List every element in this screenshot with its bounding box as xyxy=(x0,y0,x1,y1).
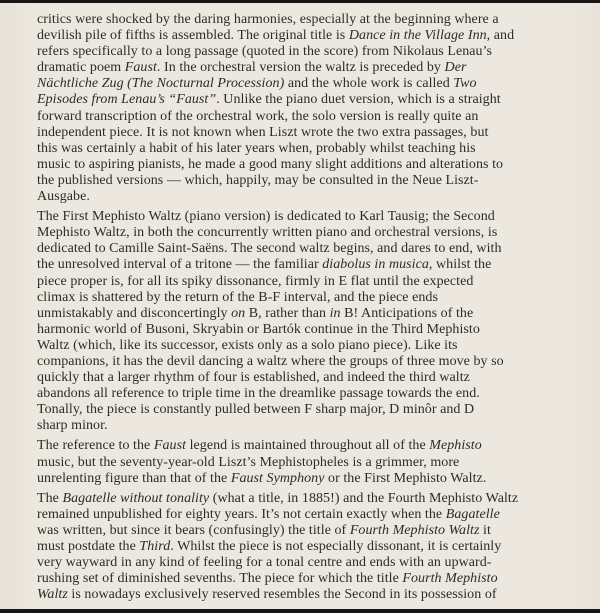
text-line: very wayward in any kind of feeling for a tonal centre and ends with an upward- xyxy=(37,555,492,571)
text-line: rushing set of diminished sevenths. The piece for which the title Fourth Mephisto xyxy=(37,571,498,587)
document-text xyxy=(37,12,574,607)
text-line: harmonic world of Busoni, Skryabin or Bartók continue in the Third Mephisto xyxy=(37,321,480,337)
paragraph xyxy=(37,438,574,486)
text-line: dedicated to Camille Saint-Saëns. The second waltz begins, and dares to end, with xyxy=(37,241,502,257)
text-line: music to aspiring pianists, he made a good many slight additions and alterations to xyxy=(37,156,504,172)
text-line: Waltz is nowadays exclusively reserved resembles the Second in its possession of xyxy=(37,587,497,603)
text-line: Nächtliche Zug (The Nocturnal Procession) and the whole work is called Two xyxy=(37,76,477,92)
text-line: was written, but since it bears (confusingly) the title of Fourth Mephisto Waltz it xyxy=(37,522,491,538)
text-line: this was certainly a habit of his later years when, probably whilst teaching his xyxy=(37,140,476,156)
text-line: independent piece. It is not known when Liszt wrote the two extra passages, but xyxy=(37,124,489,140)
paragraph xyxy=(37,209,574,434)
text-line: Tonally, the piece is constantly pulled between F sharp major, D minôr and D xyxy=(37,402,475,418)
text-line: the unresolved interval of a tritone — the familiar diabolus in musica, whilst the xyxy=(37,257,492,273)
text-line: abandons all reference to triple time in the dreamlike passage towards the end. xyxy=(37,386,480,402)
text-line: devilish pile of fifths is assembled. The original title is Dance in the Village Inn, and xyxy=(37,28,515,44)
text-line: The reference to the Faust legend is maintained throughout all of the Mephisto xyxy=(37,438,482,454)
text-line: refers specifically to a long passage (quoted in the score) from Nikolaus Lenau’s xyxy=(37,44,493,60)
text-line: remained unpublished for eighty years. It’s not certain exactly when the Bagatelle xyxy=(37,506,500,522)
text-line: Ausgabe. xyxy=(37,189,90,205)
text-line: music, but the seventy-year-old Liszt’s Mephistopheles is a grimmer, more xyxy=(37,454,460,470)
text-line: The Bagatelle without tonality (what a title, in 1885!) and the Fourth Mephisto Waltz xyxy=(37,490,519,506)
text-line: The First Mephisto Waltz (piano version) is dedicated to Karl Tausig; the Second xyxy=(37,209,495,225)
text-line: companions, it has the devil dancing a waltz where the groups of three move by so xyxy=(37,353,504,369)
paragraph xyxy=(37,491,574,604)
text-line: Waltz (which, like its successor, exists only as a solo piano piece). Like its xyxy=(37,337,458,353)
text-line: forward transcription of the orchestral work, the solo version is really quite an xyxy=(37,108,479,124)
scan-edge-top xyxy=(0,0,600,3)
text-line: the published versions — which, happily, may be consulted in the Neue Liszt- xyxy=(37,172,479,188)
text-line: unmistakably and disconcertingly on B, rather than in B! Anticipations of the xyxy=(37,305,474,321)
text-line: Episodes from Lenau’s “Faust”. Unlike the piano duet version, which is a straight xyxy=(37,92,501,108)
text-line: unrelenting figure than that of the Faust Symphony or the First Mephisto Waltz. xyxy=(37,470,487,486)
text-line: climax is shattered by the return of the B-F interval, and the piece ends xyxy=(37,289,438,305)
text-line: must postdate the Third. Whilst the piece is not especially dissonant, it is certainly xyxy=(37,539,502,554)
text-line: sharp minor. xyxy=(37,418,108,434)
text-line: Mephisto Waltz, in both the concurrently written piano and orchestral versions, is xyxy=(37,225,498,241)
paragraph xyxy=(37,12,574,205)
text-line: dramatic poem Faust. In the orchestral version the waltz is preceded by Der xyxy=(37,60,467,76)
text-line: piece proper is, for all its spiky dissonance, firmly in E flat until the expected xyxy=(37,273,474,289)
scan-edge-bottom xyxy=(0,609,600,613)
text-line: critics were shocked by the daring harmonies, especially at the beginning where a xyxy=(37,12,499,27)
text-line: quickly that a larger rhythm of four is established, and indeed the third waltz xyxy=(37,370,470,386)
